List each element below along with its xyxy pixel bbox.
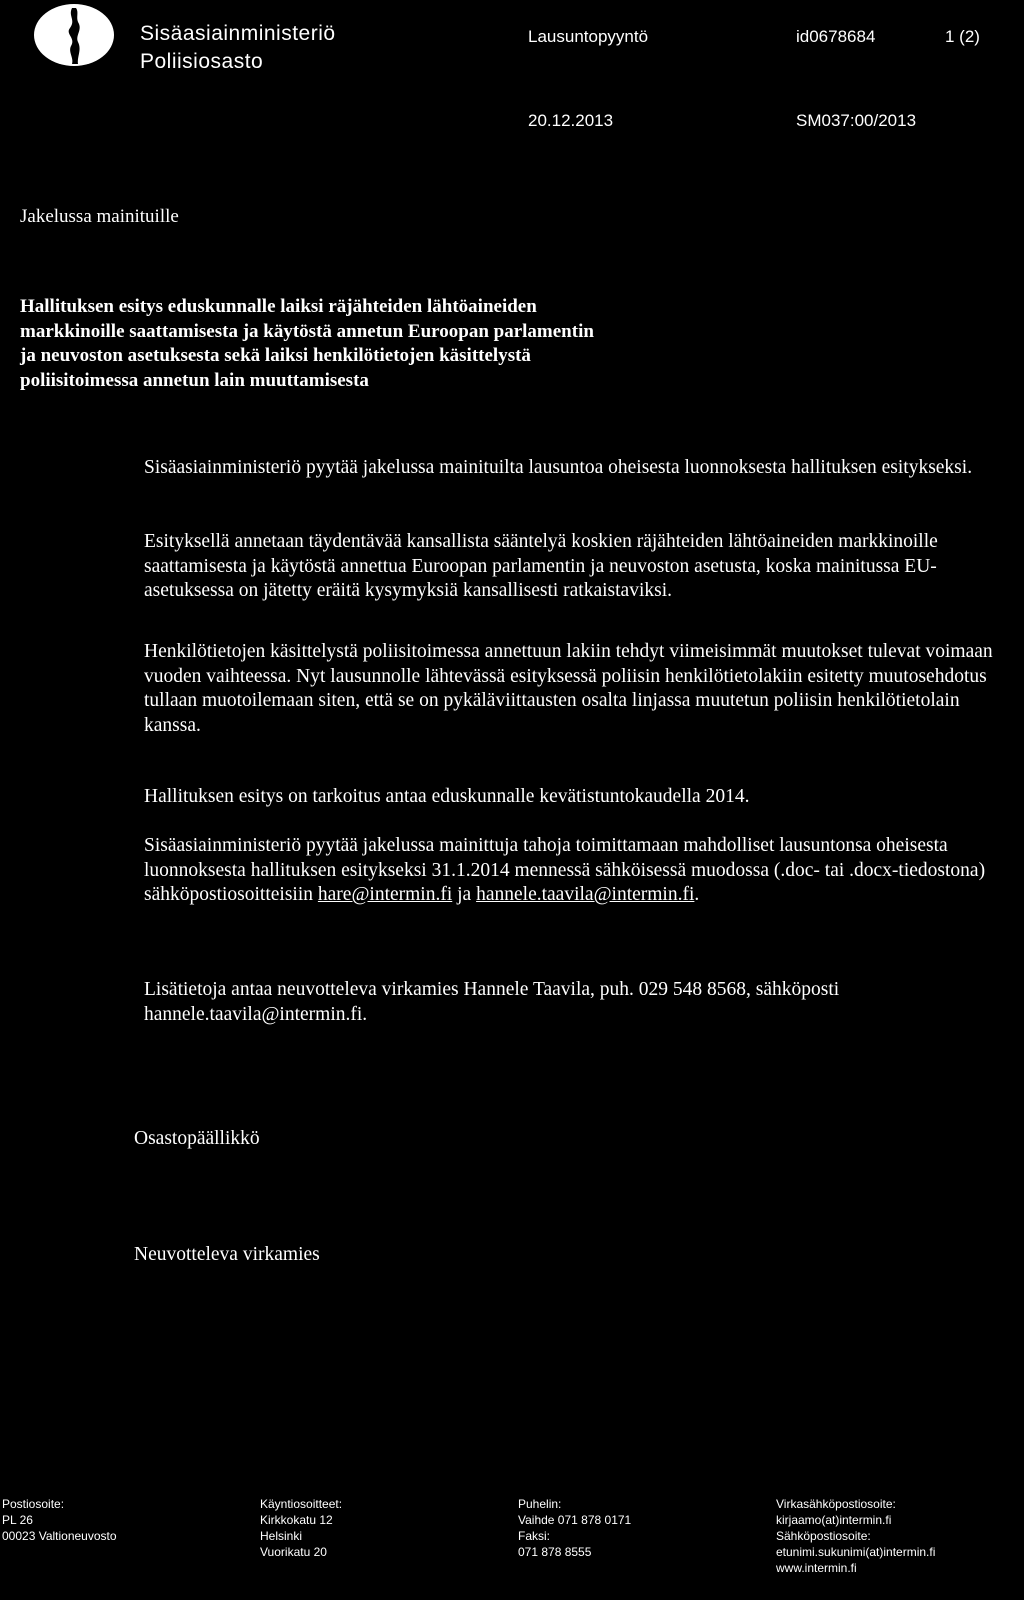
paragraph-personal-data: [144, 640, 1004, 738]
footer-postal-label: Postiosoite:: [2, 1497, 65, 1511]
sentence-end: .: [694, 884, 700, 905]
paragraph-schedule: [144, 785, 1004, 810]
title-line: ja neuvoston asetuksesta sekä laiksi henkilötietojen käsittelystä: [20, 345, 531, 366]
department-name: Poliisiosasto: [140, 50, 264, 73]
document-title: [20, 295, 780, 393]
footer-postal-address: [2, 1496, 117, 1544]
document-date: 20.12.2013: [528, 111, 614, 130]
paragraph-scope: [144, 530, 1004, 604]
title-line: Hallituksen esitys eduskunnalle laiksi räjähteiden lähtöaineiden: [20, 296, 537, 317]
page-number: 1 (2): [945, 27, 980, 46]
conjunction-text: ja: [457, 884, 472, 905]
footer-website: www.intermin.fi: [776, 1561, 857, 1575]
footer-postal-line: 00023 Valtioneuvosto: [2, 1529, 117, 1543]
footer-email-line: kirjaamo(at)intermin.fi: [776, 1513, 892, 1527]
footer-postal-line: PL 26: [2, 1513, 33, 1527]
footer-visit-line: Helsinki: [260, 1529, 303, 1543]
signature-title-officer: Neuvotteleva virkamies: [134, 1244, 320, 1265]
footer-phone-line: Vaihde 071 878 0171: [518, 1513, 632, 1527]
title-line: markkinoille saattamisesta ja käytöstä annetun Euroopan parlamentin: [20, 320, 594, 342]
footer-visit-line: Kirkkokatu 12: [260, 1513, 333, 1527]
ministry-logo: [32, 2, 116, 68]
footer-email-label: Virkasähköpostiosoite:: [776, 1497, 896, 1511]
paragraph-text: Sisäasiainministeriö pyytää jakelussa mainituilta lausuntoa oheisesta luonnoksesta hallituksen esitykseksi.: [144, 457, 973, 478]
reference-number: SM037:00/2013: [796, 111, 917, 130]
paragraph-text: [144, 834, 1004, 908]
paragraph-submission: [144, 834, 1004, 908]
paragraph-text: Hallituksen esitys on tarkoitus antaa eduskunnalle kevätistuntokaudella 2014.: [144, 786, 750, 807]
paragraph-text: Henkilötietojen käsittelystä poliisitoimessa annettuun lakiin tehdyt viimeisimmät muutokset tulevat voimaan vuoden vaihteessa. Nyt lausunnolle lähtevässä esityksessä poliisin henkilötietolakiin esitetty muutosehdotus tullaan muotoilemaan siten, että se on pykäläviittausten osalta linjassa muutetun poliisin henkilötietolain kanssa.: [144, 641, 993, 736]
footer-email: [776, 1496, 935, 1576]
footer-fax-label: Faksi:: [518, 1529, 551, 1543]
title-line: poliisitoimessa annetun lain muuttamisesta: [20, 369, 369, 391]
footer-email-label: Sähköpostiosoite:: [776, 1529, 871, 1543]
footer-fax-line: 071 878 8555: [518, 1545, 592, 1559]
footer-email-line: etunimi.sukunimi(at)intermin.fi: [776, 1545, 936, 1559]
submission-text: Sisäasiainministeriö pyytää jakelussa mainittuja tahoja toimittamaan mahdolliset lausuntonsa oheisesta luonnoksesta hallituksen esitykseksi 31.1.2014 mennessä sähköisessä muodossa (.doc- tai .docx-tiedostona) sähköpostiosoitteisiin: [144, 835, 986, 905]
ministry-name: Sisäasiainministeriö: [140, 22, 336, 45]
recipient: Jakelussa mainituille: [20, 206, 179, 227]
email-link-taavila[interactable]: hannele.taavila@intermin.fi: [476, 884, 695, 905]
document-type: Lausuntopyyntö: [528, 27, 649, 46]
email-link-hare[interactable]: hare@intermin.fi: [317, 884, 453, 905]
footer-visit-label: Käyntiosoitteet:: [260, 1497, 343, 1511]
paragraph-contact: [144, 978, 1004, 1027]
paragraph-text: Lisätietoja antaa neuvotteleva virkamies Hannele Taavila, puh. 029 548 8568, sähköposti hannele.taavila@intermin.fi.: [144, 979, 840, 1025]
footer-visit-line: Vuorikatu 20: [260, 1545, 327, 1559]
document-id: id0678684: [796, 27, 876, 46]
footer-phone-label: Puhelin:: [518, 1497, 562, 1511]
footer-visiting-address: [260, 1496, 342, 1560]
signature-title-head: Osastopäällikkö: [134, 1128, 260, 1149]
footer-phone: [518, 1496, 631, 1560]
paragraph-text: Esityksellä annetaan täydentävää kansallista sääntelyä koskien räjähteiden lähtöaineiden markkinoille saattamisesta ja käytöstä annettua Euroopan parlamentin ja neuvoston asetusta, koska mainitussa EU-asetuksessa on jätetty eräitä kysymyksiä kansallisesti ratkaistaviksi.: [144, 531, 938, 601]
paragraph-request: [144, 456, 1004, 481]
